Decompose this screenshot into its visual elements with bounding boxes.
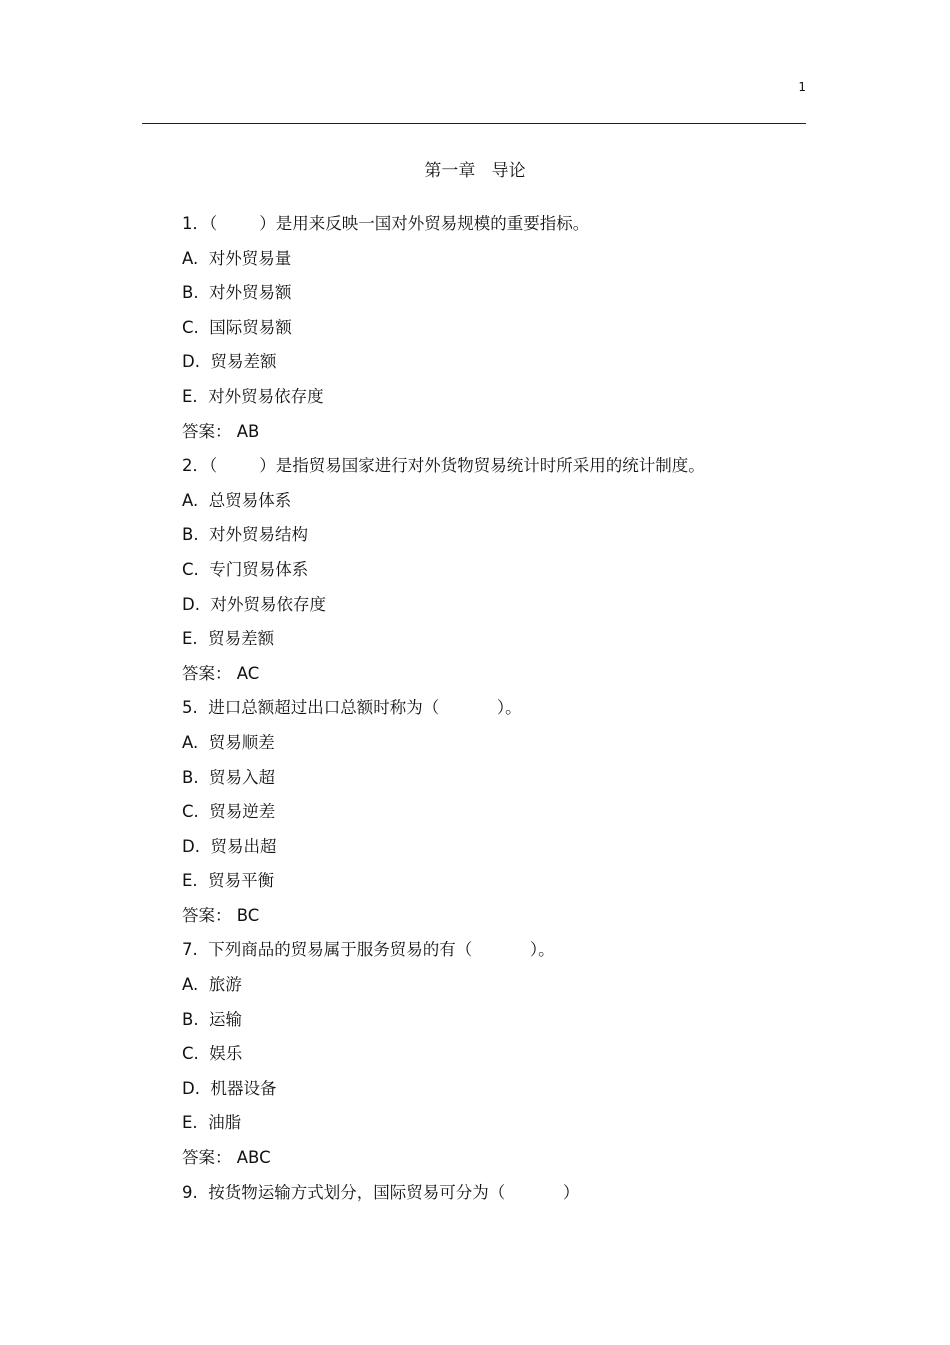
question-option: E. 贸易差额 <box>182 629 275 649</box>
answer-line <box>182 418 802 453</box>
question-option: A. 贸易顺差 <box>182 732 275 752</box>
header-rule <box>142 123 806 124</box>
answer-value: AC <box>236 663 260 683</box>
question-stem: 2．（ ）是指贸易国家进行对外货物贸易统计时所采用的统计制度。 <box>182 456 705 476</box>
question-option: B. 运输 <box>182 1009 243 1029</box>
question-option: C. 贸易逆差 <box>182 802 276 822</box>
answer-label: 答案： <box>182 1148 232 1168</box>
answer-label: 答案： <box>182 905 232 925</box>
question-list <box>182 210 802 1213</box>
question-option: B. 对外贸易额 <box>182 283 292 303</box>
question-option: E. 对外贸易依存度 <box>182 386 324 406</box>
answer-line <box>182 660 802 695</box>
question-option: D. 贸易出超 <box>182 836 277 856</box>
question-option: D. 贸易差额 <box>182 352 277 372</box>
question-option: B. 对外贸易结构 <box>182 525 309 545</box>
question-stem: 7. 下列商品的贸易属于服务贸易的有（ ）。 <box>182 940 555 960</box>
question-option: E. 贸易平衡 <box>182 871 275 891</box>
question-option: D. 对外贸易依存度 <box>182 594 326 614</box>
answer-value: AB <box>236 421 260 441</box>
question-option: A. 对外贸易量 <box>182 248 292 268</box>
chapter-title: 第一章 导论 <box>424 161 526 181</box>
question-option: C. 国际贸易额 <box>182 317 292 337</box>
question-stem: 1．（ ）是用来反映一国对外贸易规模的重要指标。 <box>182 214 590 233</box>
question-option: C. 娱乐 <box>182 1044 243 1064</box>
question-option: E. 油脂 <box>182 1113 242 1133</box>
answer-line <box>182 902 802 937</box>
answer-value: BC <box>236 905 260 925</box>
page-number: 1 <box>798 80 806 94</box>
question-option: D. 机器设备 <box>182 1078 277 1098</box>
question-option: B. 贸易入超 <box>182 767 276 787</box>
answer-line <box>182 1144 802 1179</box>
answer-label: 答案： <box>182 421 232 441</box>
question-stem: 9. 按货物运输方式划分，国际贸易可分为（ ） <box>182 1182 580 1202</box>
answer-value: ABC <box>236 1148 271 1168</box>
answer-label: 答案： <box>182 663 232 683</box>
question-option: C. 专门贸易体系 <box>182 559 309 579</box>
question-option: A. 旅游 <box>182 975 242 995</box>
question-stem: 5. 进口总额超过出口总额时称为（ ）。 <box>182 698 522 718</box>
question-option: A. 总贸易体系 <box>182 490 292 510</box>
